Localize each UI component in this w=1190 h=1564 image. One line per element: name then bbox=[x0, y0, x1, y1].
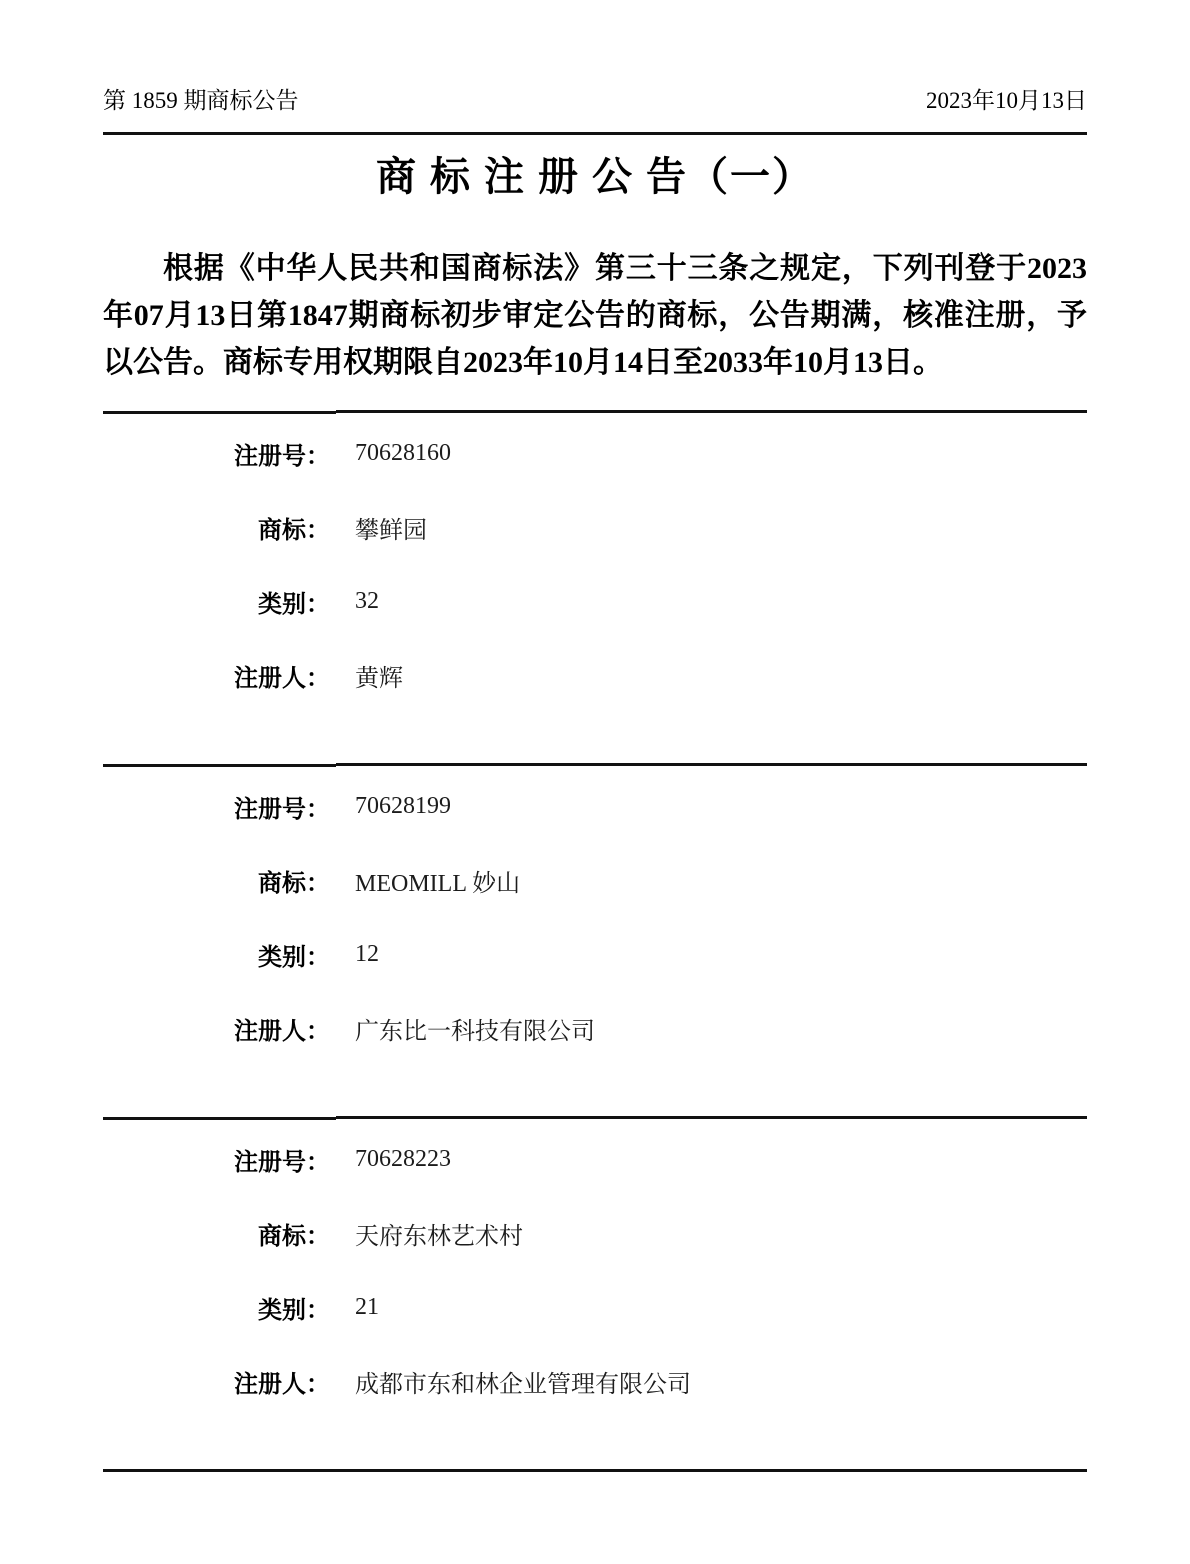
trademark-row bbox=[103, 843, 1087, 917]
header-rule bbox=[103, 132, 1087, 135]
trademark-value: 天府东林艺术村 bbox=[355, 1223, 523, 1250]
category-row bbox=[103, 564, 1087, 638]
registrant-label: 注册人： bbox=[234, 1371, 330, 1398]
divider-segment bbox=[336, 763, 1087, 766]
reg-no-value: 70628199 bbox=[355, 792, 451, 819]
page-title: 商 标 注 册 公 告（一） bbox=[376, 154, 814, 199]
registrant-label: 注册人： bbox=[234, 665, 330, 692]
trademark-value: MEOMILL 妙山 bbox=[355, 870, 521, 897]
reg-no-row bbox=[103, 416, 1087, 490]
reg-no-row bbox=[103, 769, 1087, 843]
registrant-row bbox=[103, 991, 1087, 1065]
category-row bbox=[103, 1270, 1087, 1344]
category-value: 12 bbox=[355, 940, 379, 967]
reg-no-label: 注册号： bbox=[234, 1149, 330, 1176]
divider-segment bbox=[595, 1469, 1087, 1472]
category-value: 21 bbox=[355, 1293, 379, 1320]
trademark-entries bbox=[103, 410, 1087, 1473]
registrant-value: 黄辉 bbox=[355, 665, 403, 692]
reg-no-row bbox=[103, 1122, 1087, 1196]
registrant-value: 广东比一科技有限公司 bbox=[355, 1018, 595, 1045]
gazette-date: 2023年10月13日 bbox=[926, 88, 1087, 113]
trademark-entry bbox=[103, 1120, 1087, 1469]
page-header bbox=[103, 0, 1087, 116]
divider-segment bbox=[336, 1116, 1087, 1119]
trademark-row bbox=[103, 1196, 1087, 1270]
registrant-row bbox=[103, 1344, 1087, 1418]
trademark-entry bbox=[103, 414, 1087, 763]
registrant-value: 成都市东和林企业管理有限公司 bbox=[355, 1371, 691, 1398]
reg-no-label: 注册号： bbox=[234, 796, 330, 823]
reg-no-value: 70628223 bbox=[355, 1145, 451, 1172]
reg-no-label: 注册号： bbox=[234, 443, 330, 470]
gazette-issue-label: 第 1859 期商标公告 bbox=[103, 88, 299, 113]
trademark-label: 商标： bbox=[258, 870, 330, 897]
closing-rule bbox=[103, 1469, 1087, 1473]
category-label: 类别： bbox=[258, 944, 330, 971]
category-value: 32 bbox=[355, 587, 379, 614]
trademark-label: 商标： bbox=[258, 1223, 330, 1250]
trademark-label: 商标： bbox=[258, 517, 330, 544]
intro-paragraph: 根据《中华人民共和国商标法》第三十三条之规定，下列刊登于2023年07月13日第1847期商标初步审定公告的商标，公告期满，核准注册，予以公告。商标专用权期限自2023年10月14日至2033年10月13日。 bbox=[103, 252, 1087, 379]
registrant-row bbox=[103, 638, 1087, 712]
trademark-row bbox=[103, 490, 1087, 564]
category-label: 类别： bbox=[258, 591, 330, 618]
reg-no-value: 70628160 bbox=[355, 439, 451, 466]
divider-segment bbox=[336, 410, 1087, 413]
category-row bbox=[103, 917, 1087, 991]
divider-segment bbox=[103, 1469, 595, 1472]
trademark-entry bbox=[103, 767, 1087, 1116]
category-label: 类别： bbox=[258, 1297, 330, 1324]
trademark-value: 攀鲜园 bbox=[355, 517, 427, 544]
registrant-label: 注册人： bbox=[234, 1018, 330, 1045]
